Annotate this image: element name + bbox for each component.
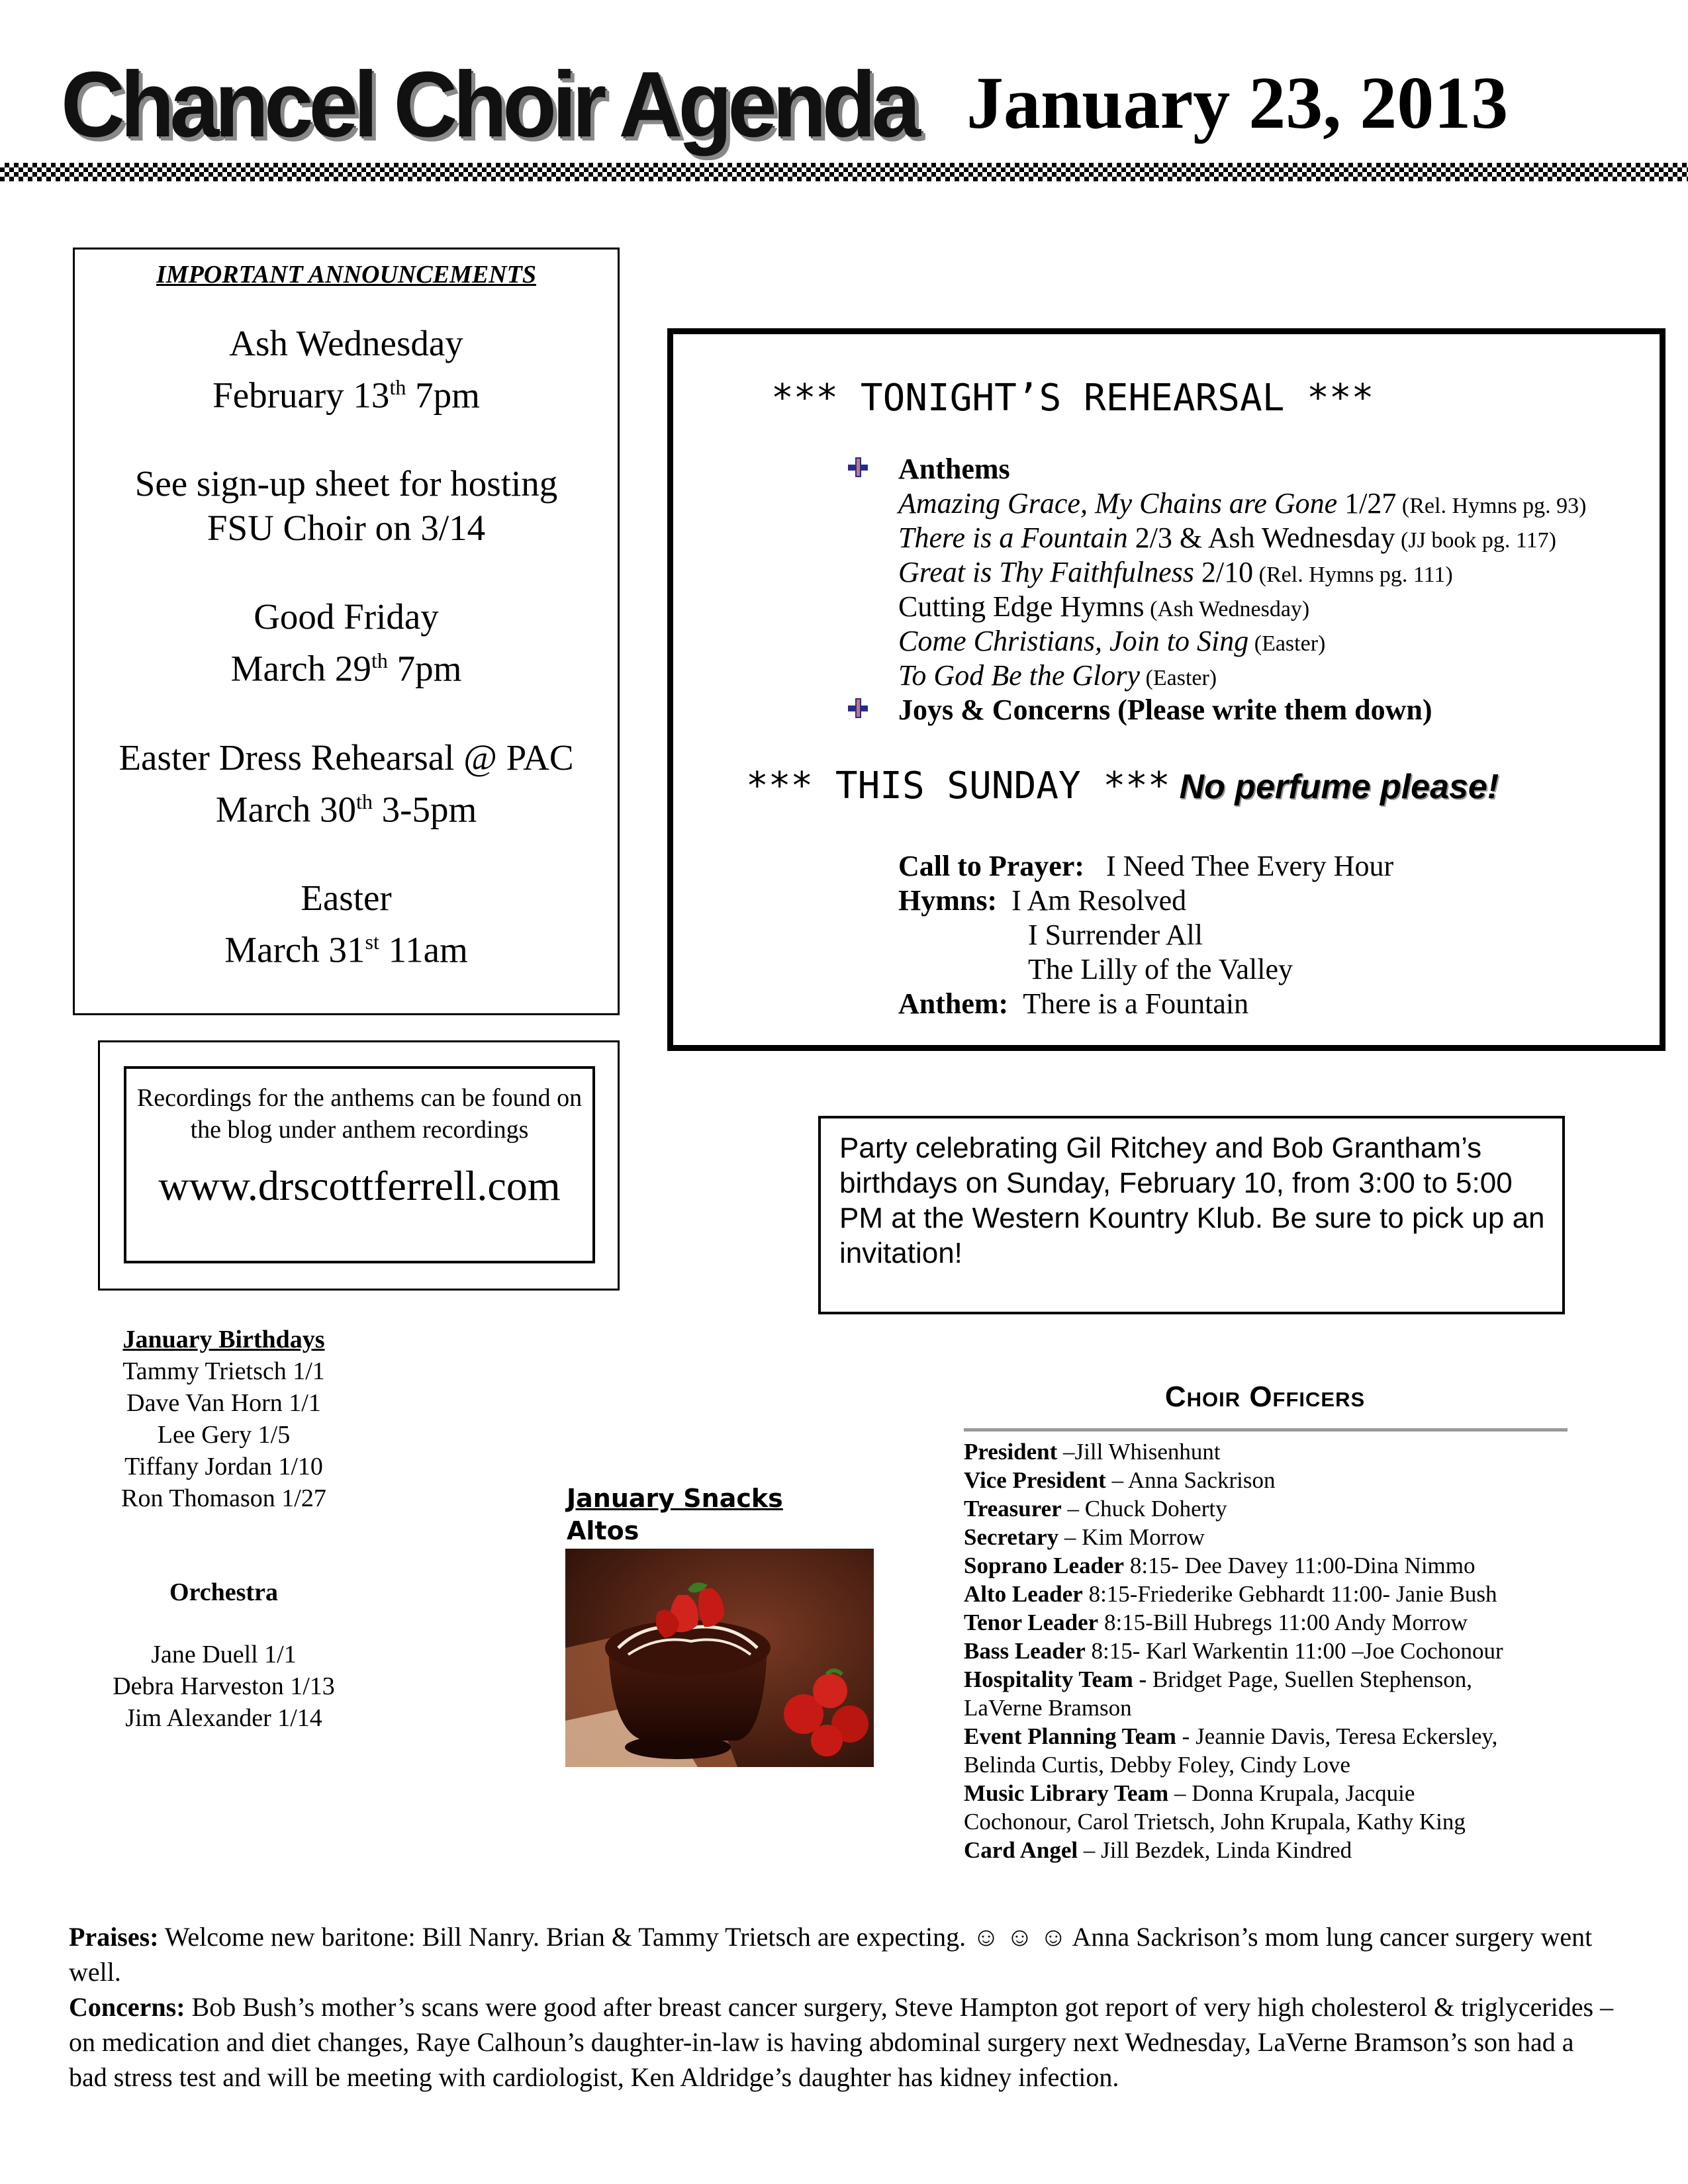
bullet-icon xyxy=(847,456,869,478)
recordings-box xyxy=(98,1040,620,1291)
hymn-item: I Surrender All xyxy=(1028,919,1203,951)
list-item: Tammy Trietsch 1/1 xyxy=(122,1357,325,1385)
officers-heading: Choir Officers xyxy=(1164,1381,1366,1413)
list-item: Jane Duell 1/1 xyxy=(151,1641,297,1668)
page-title: Chancel Choir Agenda xyxy=(61,53,916,157)
call-to-prayer: Call to Prayer: I Need Thee Every Hour xyxy=(898,850,1394,882)
announcement-item: See sign-up sheet for hosting FSU Choir on 3/14 xyxy=(134,463,558,549)
orchestra-heading: Orchestra xyxy=(169,1578,278,1606)
list-item: Event Planning Team - Jeannie Davis, Teresa Eckersley, Belinda Curtis, Debby Foley, Cindy Love xyxy=(964,1723,1498,1778)
praises-paragraph: Praises: Welcome new baritone: Bill Nanry. Brian & Tammy Trietsch are expecting. ☺ ☺ ☺ Anna Sackrison’s mom lung cancer surgery went well. xyxy=(69,1922,1593,1987)
announcements-box xyxy=(73,248,620,1015)
list-item: Soprano Leader 8:15- Dee Davey 11:00-Dina Nimmo xyxy=(964,1553,1476,1578)
concerns-paragraph: Concerns: Bob Bush’s mother’s scans were good after breast cancer surgery, Steve Hampton got report of very high cholesterol & triglycerides – on medication and diet changes, Raye Calhoun’s daughter-in-law is having abdominal surgery next Wednesday, LaVerne Bramson’s son had a bad stress test and will be meeting with cardiologist, Ken Aldridge’s daughter has kidney infection. xyxy=(69,1992,1614,2092)
cupcake-image xyxy=(565,1549,874,1767)
praises-concerns xyxy=(69,1919,1618,2095)
list-item: Music Library Team – Donna Krupala, Jacquie Cochonour, Carol Trietsch, John Krupala, Kathy King xyxy=(964,1780,1466,1835)
anthem-item: Great is Thy Faithfulness 2/10 (Rel. Hymns pg. 111) xyxy=(898,556,1453,588)
bullet-icon xyxy=(847,697,869,719)
orchestra-list xyxy=(40,1576,408,1734)
no-perfume-note: No perfume please! xyxy=(1179,768,1499,806)
birthdays-heading: January Birthdays xyxy=(122,1326,325,1353)
anthem-item: Cutting Edge Hymns (Ash Wednesday) xyxy=(898,590,1310,623)
anthem-item: To God Be the Glory (Easter) xyxy=(898,659,1217,692)
anthems-label: Anthems xyxy=(898,453,1010,485)
hymns-line: Hymns: I Am Resolved xyxy=(898,884,1187,917)
sunday-heading: *** THIS SUNDAY *** No perfume please! xyxy=(746,764,1499,807)
list-item: Card Angel – Jill Bezdek, Linda Kindred xyxy=(964,1837,1352,1863)
rehearsal-title: *** TONIGHT’S REHEARSAL *** xyxy=(771,377,1374,420)
party-announcement: Party celebrating Gil Ritchey and Bob Grantham’s birthdays on Sunday, February 10, from 3:00 to 5:00 PM at the Western Kountry Klub. Be sure to pick up an invitation! xyxy=(818,1116,1565,1314)
list-item: Secretary – Kim Morrow xyxy=(964,1524,1205,1550)
list-item: Treasurer – Chuck Doherty xyxy=(964,1496,1227,1522)
anthem-item: Come Christians, Join to Sing (Easter) xyxy=(898,625,1326,657)
announcement-item: Ash Wednesday February 13th 7pm xyxy=(212,323,480,416)
announcement-item: Good Friday March 29th 7pm xyxy=(230,596,462,689)
list-item: Tiffany Jordan 1/10 xyxy=(124,1453,323,1480)
anthem-item: Amazing Grace, My Chains are Gone 1/27 (Rel. Hymns pg. 93) xyxy=(898,487,1587,520)
birthdays-list xyxy=(40,1324,408,1514)
blog-link[interactable]: www.drscottferrell.com xyxy=(158,1162,561,1209)
snacks-heading: January Snacks xyxy=(567,1484,783,1513)
officers-list xyxy=(964,1437,1586,1864)
anthem-item: There is a Fountain 2/3 & Ash Wednesday (JJ book pg. 117) xyxy=(898,522,1556,554)
announcements-heading: IMPORTANT ANNOUNCEMENTS xyxy=(156,261,536,289)
joys-concerns-label: Joys & Concerns (Please write them down) xyxy=(898,694,1432,726)
list-item: President –Jill Whisenhunt xyxy=(964,1439,1221,1465)
list-item: Vice President – Anna Sackrison xyxy=(964,1467,1276,1493)
sunday-anthem: Anthem: There is a Fountain xyxy=(898,987,1249,1020)
recordings-inner-box xyxy=(124,1066,595,1263)
list-item: Tenor Leader 8:15-Bill Hubregs 11:00 Andy Morrow xyxy=(964,1610,1468,1635)
announcement-item: Easter Dress Rehearsal @ PAC March 30th 3-5pm xyxy=(118,737,574,829)
announcement-item: Easter March 31st 11am xyxy=(224,877,468,970)
list-item: Dave Van Horn 1/1 xyxy=(126,1389,321,1417)
snacks-section xyxy=(567,1482,783,1547)
snacks-group: Altos xyxy=(567,1516,639,1545)
list-item: Jim Alexander 1/14 xyxy=(125,1704,322,1732)
list-item: Hospitality Team - Bridget Page, Suellen Stephenson, LaVerne Bramson xyxy=(964,1666,1473,1721)
recordings-text: Recordings for the anthems can be found on the blog under anthem recordings xyxy=(136,1084,583,1144)
agenda-date: January 23, 2013 xyxy=(966,62,1509,144)
officers-divider xyxy=(964,1428,1568,1432)
list-item: Lee Gery 1/5 xyxy=(157,1421,291,1449)
list-item: Bass Leader 8:15- Karl Warkentin 11:00 –Joe Cochonour xyxy=(964,1638,1503,1664)
checkered-divider xyxy=(0,163,1688,181)
list-item: Ron Thomason 1/27 xyxy=(121,1484,326,1512)
list-item: Alto Leader 8:15-Friederike Gebhardt 11:00- Janie Bush xyxy=(964,1581,1497,1607)
rehearsal-box xyxy=(667,328,1665,1051)
list-item: Debra Harveston 1/13 xyxy=(113,1672,335,1700)
hymn-item: The Lilly of the Valley xyxy=(1028,953,1293,985)
